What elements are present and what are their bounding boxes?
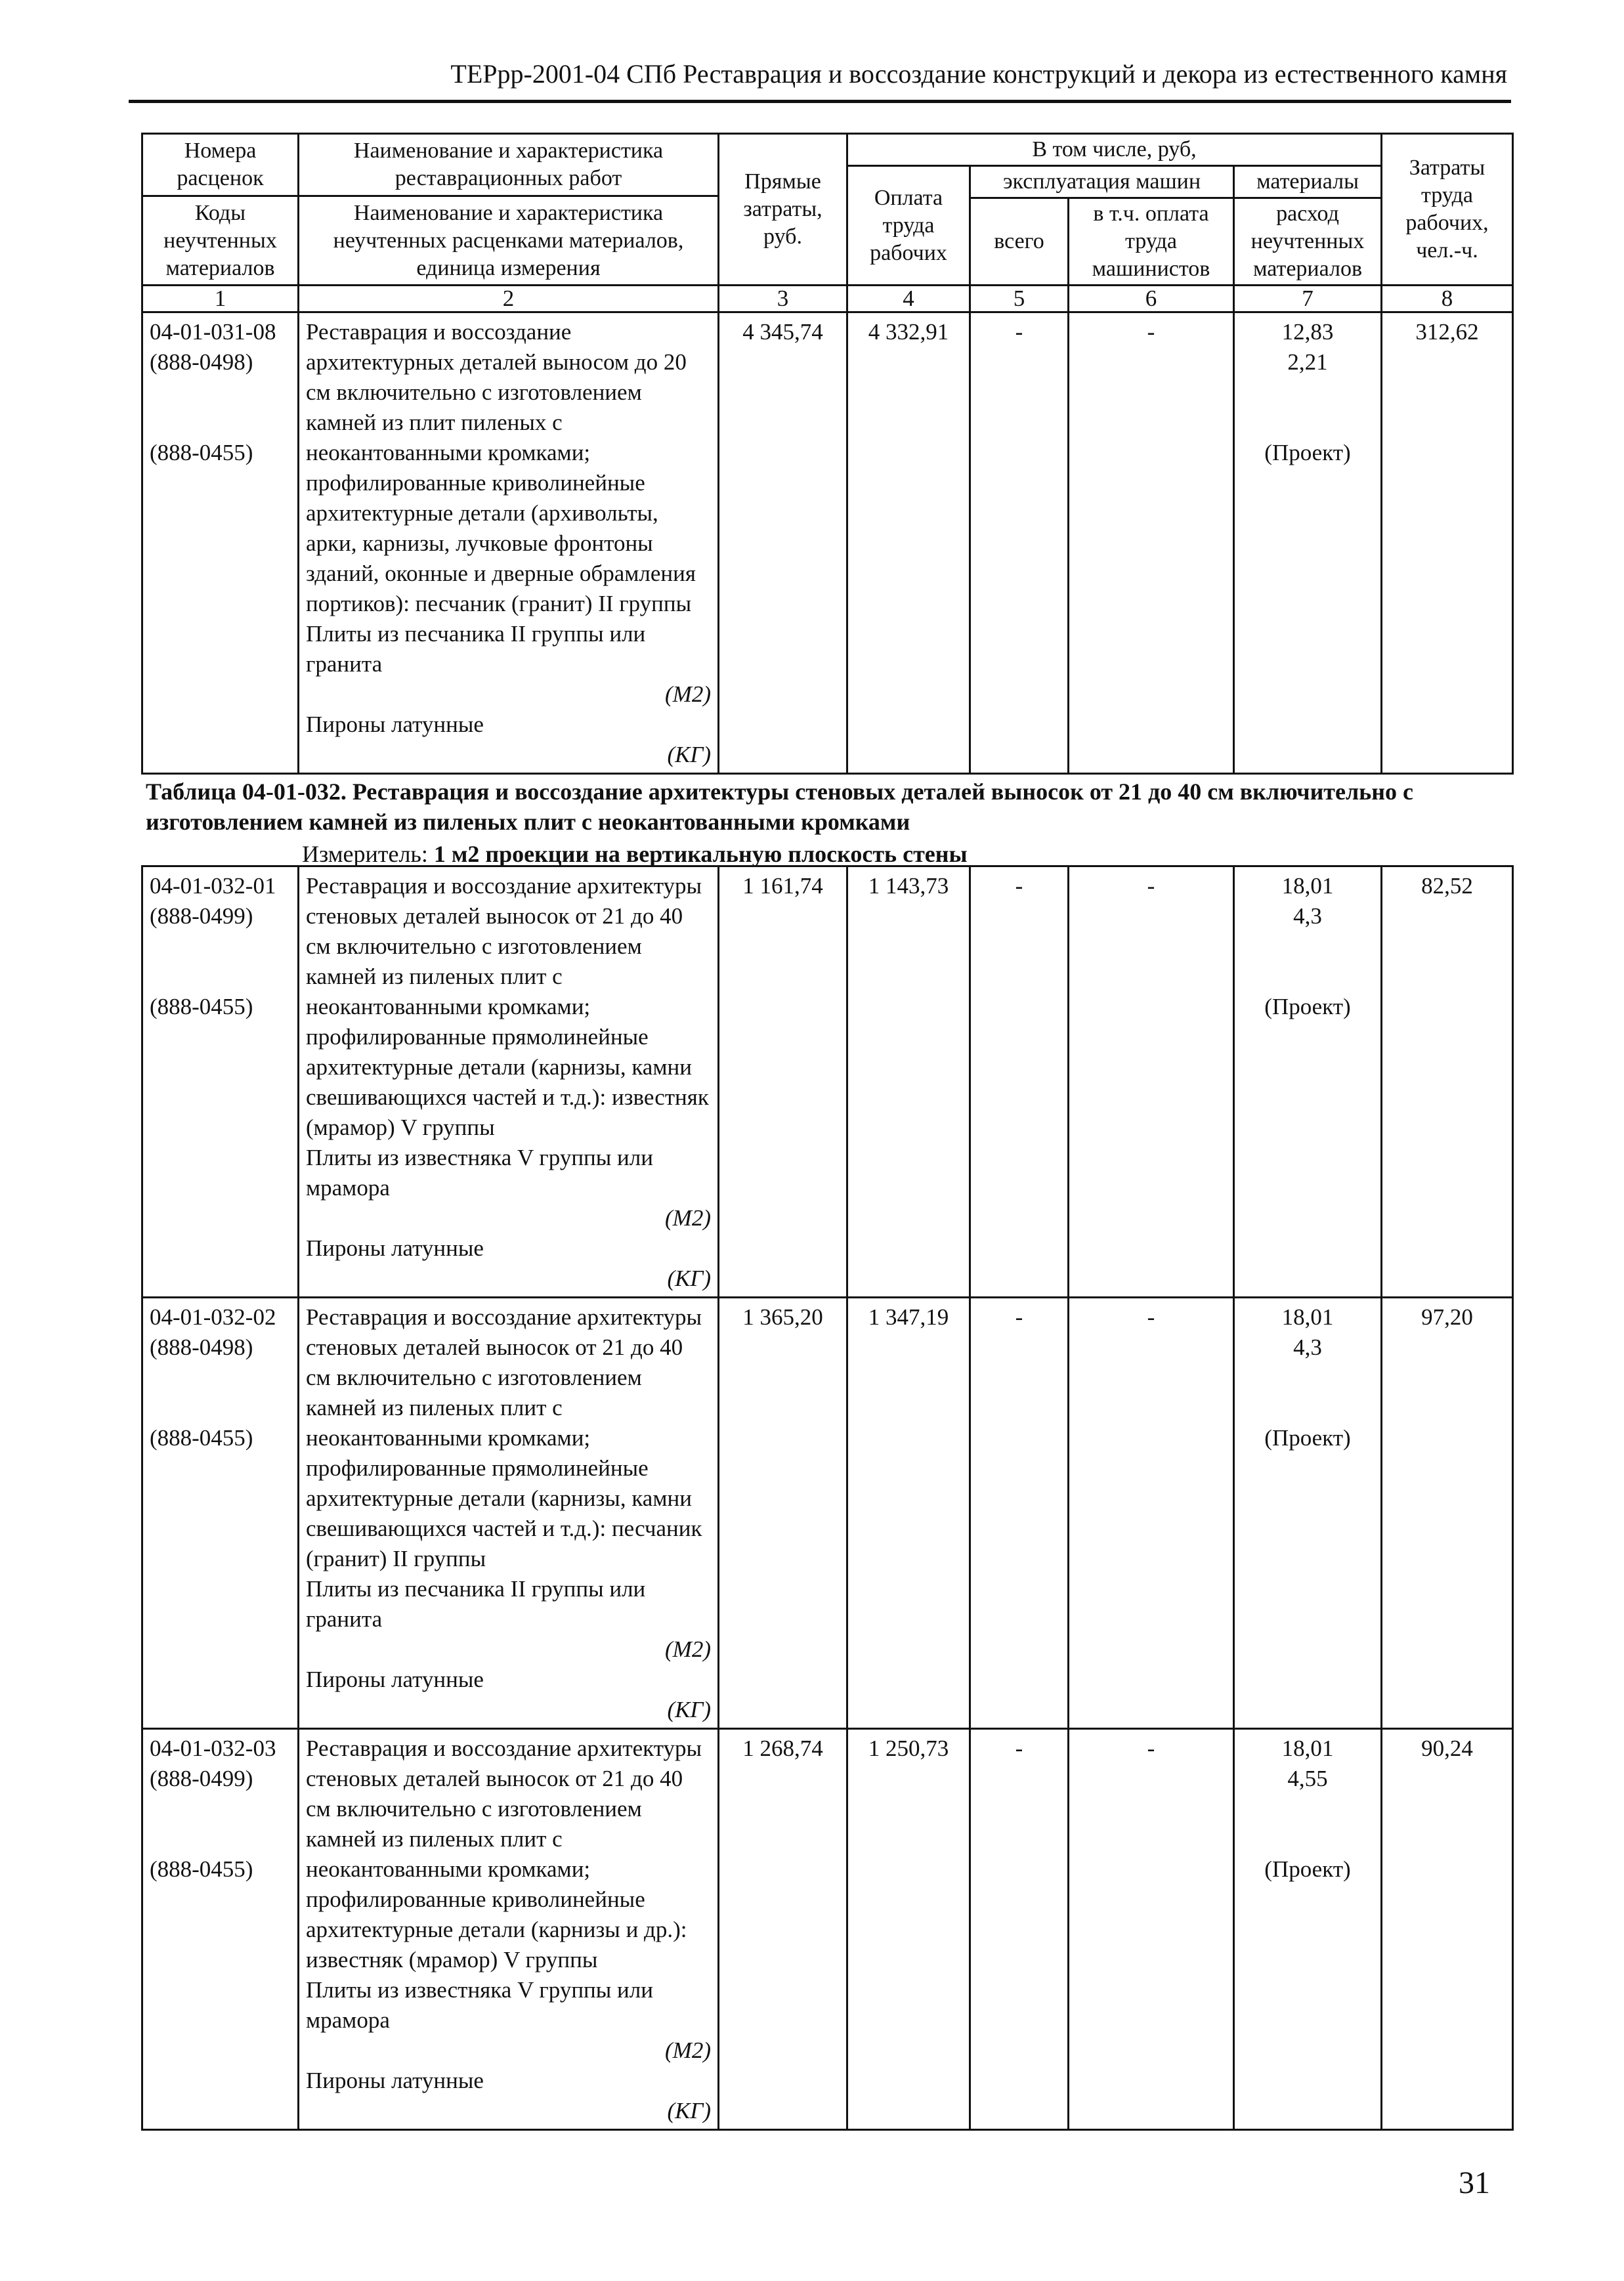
col-header-materials-use: расход неучтенных материалов [1234, 198, 1382, 286]
material-unit: (М2) [665, 2037, 711, 2063]
rate-code: 04-01-032-01 [150, 873, 276, 899]
machinists-cost-cell: - [1069, 866, 1234, 1298]
rate-code-cell [142, 866, 299, 1298]
material-value: 4,3 [1293, 903, 1322, 929]
col-number: 7 [1234, 286, 1382, 312]
col-header-codes-top: Номера расценок [143, 136, 297, 197]
machinists-cost-cell: - [1069, 1298, 1234, 1729]
material-item [306, 1975, 711, 2066]
table-1-body [142, 312, 1513, 774]
machines-cost-cell: - [970, 1298, 1069, 1729]
rate-code-cell [142, 312, 299, 774]
labor-hours-cell: 82,52 [1382, 866, 1513, 1298]
rate-name-cell [299, 1729, 719, 2130]
material-item [306, 1574, 711, 1665]
page-header: ТЕРрр-2001-04 СПб Реставрация и воссоздание конструкций и декора из естественного камня [450, 59, 1507, 89]
materials-value: 18,01 [1281, 1736, 1334, 1761]
table-2-title: Таблица 04-01-032. Реставрация и воссоздание архитектуры стеновых деталей выносок от 21 до 40 см включительно с изготовлением камней из пиленых плит с неокантованными кромками [146, 778, 1413, 835]
rate-name-cell [299, 312, 719, 774]
materials-value: 18,01 [1281, 1304, 1334, 1330]
machinists-cost-cell: - [1069, 1729, 1234, 2130]
machinists-cost-cell: - [1069, 312, 1234, 774]
labor-cost-cell: 4 332,91 [847, 312, 970, 774]
col-number: 1 [142, 286, 299, 312]
col-header-names [299, 134, 719, 286]
table-row [142, 312, 1513, 774]
material-value: 4,55 [1287, 1766, 1328, 1791]
measure-value: 1 м2 проекции на вертикальную плоскость стены [433, 841, 968, 867]
rate-code-cell [142, 1298, 299, 1729]
direct-cost-cell: 4 345,74 [719, 312, 847, 774]
materials-cell [1234, 312, 1382, 774]
table-row [142, 866, 1513, 1298]
labor-cost-cell: 1 250,73 [847, 1729, 970, 2130]
labor-cost-cell: 1 143,73 [847, 866, 970, 1298]
material-name: Плиты из известняка V группы или мрамора [306, 1145, 653, 1201]
rates-table-2 [141, 865, 1514, 2131]
labor-hours-cell: 90,24 [1382, 1729, 1513, 2130]
rate-name: Реставрация и воссоздание архитектуры стеновых деталей выносок от 21 до 40 см включительно с изготовлением камней из пиленых плит с неокантованными кромками; профилированные прямолинейные архитектурные детали (карнизы, камни свешивающихся частей и т.д.): песчаник (гранит) II группы [306, 1304, 702, 1571]
col-number: 3 [719, 286, 847, 312]
measure-label: Измеритель: [302, 841, 428, 867]
material-item [306, 710, 711, 770]
table-row [142, 1729, 1513, 2130]
materials-cell [1234, 866, 1382, 1298]
material-code: (888-0498) [150, 349, 253, 375]
col-number: 6 [1069, 286, 1234, 312]
material-value: (Проект) [1264, 994, 1351, 1019]
material-code: (888-0498) [150, 1334, 253, 1360]
material-unit: (КГ) [667, 1266, 711, 1291]
material-code: (888-0455) [150, 440, 253, 465]
direct-cost-cell: 1 161,74 [719, 866, 847, 1298]
material-unit: (М2) [665, 1636, 711, 1662]
material-value: (Проект) [1264, 1425, 1351, 1451]
material-item [306, 2066, 711, 2126]
col-header-machines-total: всего [970, 198, 1069, 286]
material-code: (888-0455) [150, 994, 253, 1019]
material-unit: (КГ) [667, 2098, 711, 2123]
materials-cell [1234, 1298, 1382, 1729]
header-rule [129, 100, 1511, 103]
machines-cost-cell: - [970, 312, 1069, 774]
col-number: 2 [299, 286, 719, 312]
materials-cell [1234, 1729, 1382, 2130]
col-header-names-bottom: Наименование и характеристика неучтенных расценками материалов, единица измерения [333, 200, 684, 280]
table-row [142, 1298, 1513, 1729]
material-name: Плиты из песчаника II группы или гранита [306, 621, 646, 677]
rate-code-cell [142, 1729, 299, 2130]
material-unit: (М2) [665, 1205, 711, 1231]
rate-name: Реставрация и воссоздание архитектуры стеновых деталей выносок от 21 до 40 см включительно с изготовлением камней из пиленых плит с неокантованными кромками; профилированные криволинейные архитектурные детали (карнизы и др.): известняк (мрамор) V группы [306, 1736, 702, 1972]
rate-name-cell [299, 866, 719, 1298]
col-header-names-top: Наименование и характеристика реставрационных работ [299, 136, 717, 197]
direct-cost-cell: 1 365,20 [719, 1298, 847, 1729]
rates-table-1 [141, 133, 1514, 775]
material-code: (888-0455) [150, 1856, 253, 1882]
material-name: Пироны латунные [306, 1667, 484, 1692]
col-header-materials: материалы [1234, 166, 1382, 198]
labor-cost-cell: 1 347,19 [847, 1298, 970, 1729]
material-value: (Проект) [1264, 440, 1351, 465]
material-item [306, 1665, 711, 1725]
col-header-machinists: в т.ч. оплата труда машинистов [1069, 198, 1234, 286]
material-name: Пироны латунные [306, 712, 484, 737]
material-name: Пироны латунные [306, 2068, 484, 2093]
table-2-body [142, 866, 1513, 2130]
material-value: 2,21 [1287, 349, 1328, 375]
machines-cost-cell: - [970, 866, 1069, 1298]
material-code: (888-0499) [150, 903, 253, 929]
col-header-codes-bottom: Коды неучтенных материалов [163, 200, 277, 280]
rate-code: 04-01-032-03 [150, 1736, 276, 1761]
material-unit: (КГ) [667, 742, 711, 767]
material-name: Пироны латунные [306, 1235, 484, 1261]
col-number: 8 [1382, 286, 1513, 312]
col-header-labor: Оплата труда рабочих [847, 166, 970, 286]
materials-value: 18,01 [1281, 873, 1334, 899]
material-code: (888-0455) [150, 1425, 253, 1451]
material-value: 4,3 [1293, 1334, 1322, 1360]
col-header-machines: эксплуатация машин [970, 166, 1234, 198]
materials-value: 12,83 [1281, 319, 1334, 345]
col-number: 5 [970, 286, 1069, 312]
labor-hours-cell: 312,62 [1382, 312, 1513, 774]
material-value: (Проект) [1264, 1856, 1351, 1882]
material-name: Плиты из известняка V группы или мрамора [306, 1977, 653, 2033]
material-unit: (КГ) [667, 1697, 711, 1722]
material-unit: (М2) [665, 681, 711, 707]
machines-cost-cell: - [970, 1729, 1069, 2130]
material-item [306, 1143, 711, 1233]
col-header-codes [142, 134, 299, 286]
material-name: Плиты из песчаника II группы или гранита [306, 1576, 646, 1632]
rate-code: 04-01-032-02 [150, 1304, 276, 1330]
material-item [306, 1233, 711, 1294]
col-header-group: В том числе, руб, [847, 134, 1382, 166]
rate-name-cell [299, 1298, 719, 1729]
col-number: 4 [847, 286, 970, 312]
col-header-direct: Прямые затраты, руб. [719, 134, 847, 286]
page-number: 31 [1459, 2165, 1490, 2200]
col-header-hours: Затраты труда рабочих, чел.-ч. [1382, 134, 1513, 286]
rate-code: 04-01-031-08 [150, 319, 276, 345]
rate-name: Реставрация и воссоздание архитектуры стеновых деталей выносок от 21 до 40 см включительно с изготовлением камней из пиленых плит с неокантованными кромками; профилированные прямолинейные архитектурные детали (карнизы, камни свешивающихся частей и т.д.): известняк (мрамор) V группы [306, 873, 709, 1140]
material-code: (888-0499) [150, 1766, 253, 1791]
direct-cost-cell: 1 268,74 [719, 1729, 847, 2130]
column-numbers-row [142, 286, 1513, 312]
labor-hours-cell: 97,20 [1382, 1298, 1513, 1729]
rate-name: Реставрация и воссоздание архитектурных деталей выносом до 20 см включительно с изготовлением камней из плит пиленых с неокантованными кромками; профилированные криволинейные архитектурные детали (архивольты, арки, карнизы, лучковые фронтоны зданий, оконные и дверные обрамления портиков): песчаник (гранит) II группы [306, 319, 696, 616]
material-item [306, 619, 711, 710]
